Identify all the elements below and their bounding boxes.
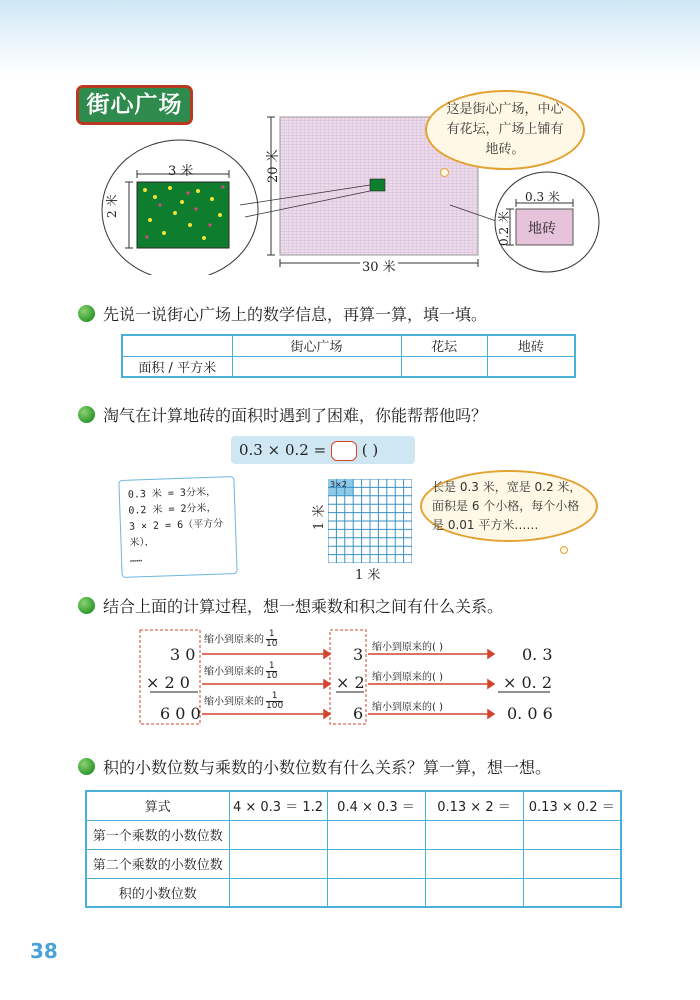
bubble-tail-dot — [560, 546, 568, 554]
answer-cell[interactable] — [327, 878, 425, 907]
note-line: 0.2 米 = 2分米， — [128, 502, 217, 517]
shrink-label: 缩小到原来的 $\frac{1}{100}$ — [204, 691, 284, 711]
answer-cell[interactable] — [523, 849, 621, 878]
shrink-blank-label[interactable]: 缩小到原来的( ) — [372, 672, 443, 683]
calc-mid-line: 3 — [353, 645, 364, 664]
calc-left-line: 3 0 — [170, 645, 196, 664]
note-line: 0.3 米 = 3分米， — [127, 486, 217, 501]
answer-cell[interactable] — [229, 878, 327, 907]
table-header-cell — [122, 335, 232, 356]
answer-cell[interactable] — [327, 849, 425, 878]
table-cell: 第一个乘数的小数位数 — [86, 820, 229, 849]
page-header-gradient — [0, 0, 700, 75]
note-line: 3 × 2 = 6（平方分米）， — [128, 518, 224, 549]
bullet-dot-icon — [78, 758, 95, 775]
table-header-cell: 地砖 — [487, 335, 575, 356]
calc-mid-line: 6 — [353, 704, 364, 723]
equation-left: 0.3 × 0.2 = — [239, 441, 327, 459]
sticky-note — [118, 476, 237, 578]
table-cell: 0.13 × 0.2 ＝ — [523, 791, 621, 820]
grid-bottom-label: 1 米 — [355, 568, 381, 583]
fraction: $\frac{1}{10}$ — [266, 629, 278, 649]
answer-cell[interactable] — [327, 820, 425, 849]
answer-cell[interactable] — [425, 849, 523, 878]
calc-left-line: × 2 0 — [146, 673, 190, 692]
calc-right-line: 0. 3 — [522, 645, 553, 664]
note-line: …… — [129, 553, 143, 565]
plaza-width-label: 30 米 — [360, 256, 398, 275]
bubble-tail-dot — [440, 168, 449, 177]
answer-cell[interactable] — [487, 356, 575, 377]
bullet-dot-icon — [78, 597, 95, 614]
calc-right-line: 0. 0 6 — [507, 704, 553, 723]
bullet-dot-icon — [78, 406, 95, 423]
grid-side-label: 1 米 — [312, 504, 327, 530]
answer-cell[interactable] — [229, 849, 327, 878]
grid-corner-label: 3×2 — [330, 480, 347, 489]
table-header-cell: 花坛 — [401, 335, 487, 356]
equation-unit: ( ) — [361, 441, 379, 459]
answer-cell[interactable] — [523, 878, 621, 907]
answer-cell[interactable] — [232, 356, 401, 377]
shrink-label: 缩小到原来的 $\frac{1}{10}$ — [204, 661, 278, 681]
table-row — [122, 335, 575, 356]
shrink-label: 缩小到原来的 $\frac{1}{10}$ — [204, 629, 278, 649]
bullet-dot-icon — [78, 305, 95, 322]
bed-width-label: 3 米 — [168, 164, 194, 179]
table-row — [86, 791, 621, 820]
fraction: $\frac{1}{100}$ — [266, 691, 284, 711]
flower-bed-rect — [137, 182, 229, 248]
table-cell: 算式 — [86, 791, 229, 820]
calc-mid-line: × 2 — [336, 673, 365, 692]
table-row — [86, 849, 621, 878]
answer-cell[interactable] — [401, 356, 487, 377]
tile-label: 地砖 — [528, 221, 556, 237]
row-label: 面积 / 平方米 — [122, 356, 232, 377]
bed-height-label: 2 米 — [105, 194, 119, 218]
shrink-blank-label[interactable]: 缩小到原来的( ) — [372, 702, 443, 713]
section-title: 街心广场 — [76, 85, 193, 125]
page-number: 38 — [30, 939, 58, 963]
table-row — [86, 878, 621, 907]
answer-cell[interactable] — [229, 820, 327, 849]
tip-bubble-text: 长是 0.3 米，宽是 0.2 米，面积是 6 个小格，每个小格是 0.01 平方米…… — [432, 479, 582, 532]
table-cell: 第二个乘数的小数位数 — [86, 849, 229, 878]
answer-cell[interactable] — [425, 820, 523, 849]
fraction: $\frac{1}{10}$ — [266, 661, 278, 681]
calc-left-line: 6 0 0 — [160, 704, 201, 723]
answer-cell[interactable] — [523, 820, 621, 849]
shrink-blank-label[interactable]: 缩小到原来的( ) — [372, 642, 443, 653]
table-cell: 0.4 × 0.3 ＝ — [327, 791, 425, 820]
question-3-text: 结合上面的计算过程，想一想乘数和积之间有什么关系。 — [103, 597, 504, 616]
table-cell: 积的小数位数 — [86, 878, 229, 907]
table-cell: 0.13 × 2 ＝ — [425, 791, 523, 820]
question-2-text: 淘气在计算地砖的面积时遇到了困难，你能帮帮他吗？ — [103, 406, 488, 425]
answer-cell[interactable] — [425, 878, 523, 907]
equation-box — [231, 436, 415, 464]
area-table — [121, 334, 576, 378]
plaza-height-label: 20 米 — [266, 149, 281, 183]
plaza-speech-bubble — [425, 90, 585, 170]
table-header-cell: 街心广场 — [232, 335, 401, 356]
equation-answer-blank[interactable] — [331, 441, 357, 461]
plaza-bubble-text: 这是街心广场，中心有花坛，广场上铺有地砖。 — [446, 102, 564, 157]
table-row — [122, 356, 575, 377]
tip-speech-bubble — [420, 470, 598, 542]
plaza-flower-bed — [370, 179, 385, 191]
tile-width-label: 0.3 米 — [525, 190, 560, 204]
table-row — [86, 820, 621, 849]
decimal-places-table — [85, 790, 622, 908]
question-4-text: 积的小数位数与乘数的小数位数有什么关系？算一算，想一想。 — [103, 758, 552, 777]
calc-right-line: × 0. 2 — [503, 673, 553, 692]
tile-height-label: 0.2 米 — [497, 211, 511, 246]
table-cell: 4 × 0.3 ＝ 1.2 — [229, 791, 327, 820]
square-meter-grid — [328, 479, 412, 563]
question-1-text: 先说一说街心广场上的数学信息，再算一算，填一填。 — [103, 305, 488, 324]
